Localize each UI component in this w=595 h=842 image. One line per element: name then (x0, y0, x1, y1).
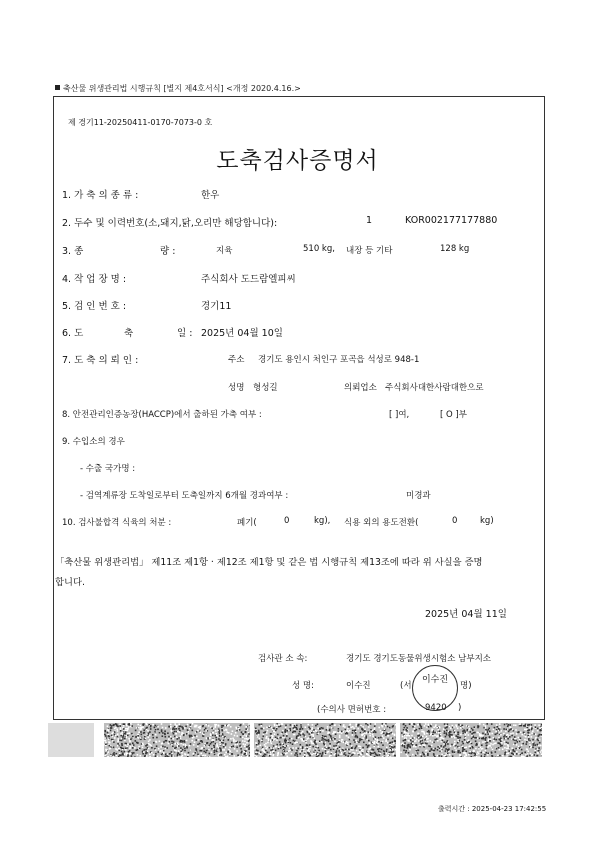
row10-convert-value: 0 (452, 516, 458, 526)
inspector-office: 경기도 경기도동물위생시험소 남부지소 (346, 654, 491, 664)
row3-label-end: 량 : (160, 246, 176, 257)
document-number: 제 경기11-20250411-0170-7073-0 호 (68, 118, 213, 127)
row10-label: 10. 검사불합격 식육의 처분 : (62, 518, 172, 528)
row3-label: 3. 종 (62, 246, 84, 257)
row5-value: 경기11 (201, 301, 232, 312)
square-bullet-icon (55, 85, 60, 90)
seal-bracket-close: 명) (460, 681, 472, 691)
license-label: (수의사 면허번호 : (317, 705, 387, 715)
license-close: ) (458, 703, 462, 713)
row3-carcass-weight: 510 kg, (303, 244, 335, 254)
row1-label: 1. 가 축 의 종 류 : (62, 190, 139, 201)
license-number: 9420 (425, 703, 447, 713)
row7-business: 주식회사대한사람대한으로 (385, 383, 484, 393)
row7-address-label: 주소 (228, 355, 245, 365)
security-pattern-3 (400, 723, 542, 757)
row10-discard-label: 폐기( (237, 518, 257, 528)
row2-count: 1 (366, 215, 373, 226)
row9-quarantine: - 검역계류장 도착일로부터 도축일까지 6개월 경과여부 : (80, 491, 289, 501)
row8-option-yes: [ ]여, (389, 410, 410, 420)
row9-label: 9. 수입소의 경우 (62, 437, 125, 447)
row3-other-weight: 128 kg (440, 244, 470, 254)
statement-line-2: 합니다. (55, 577, 85, 588)
statement-line-1: 「축산물 위생관리법」 제11조 제1항 · 제12조 제1항 및 같은 법 시행규칙 제13조에 따라 위 사실을 증명 (55, 557, 483, 568)
row7-name: 형성길 (253, 383, 278, 393)
row4-value: 주식회사 도드람엘피씨 (201, 274, 296, 285)
row6-label: 6. 도 (62, 328, 84, 339)
row6-label-end: 일 : (177, 328, 193, 339)
row9-export-country: - 수출 국가명 : (80, 464, 136, 474)
inspector-name-label: 성 명: (292, 681, 314, 691)
inspector-name: 이수진 (346, 681, 371, 691)
row1-value: 한우 (201, 190, 220, 201)
row9-quarantine-value: 미경과 (406, 491, 431, 501)
security-logo-block (48, 723, 94, 757)
row10-convert-label: 식용 외의 용도전환( (344, 518, 419, 528)
print-timestamp: 출력시간 : 2025-04-23 17:42:55 (438, 805, 547, 813)
inspector-office-label: 검사관 소 속: (258, 654, 308, 664)
row10-discard-unit: kg), (314, 516, 331, 526)
row7-business-label: 의뢰업소 (344, 383, 377, 393)
row2-label: 2. 두수 및 이력번호(소,돼지,닭,오리만 해당합니다): (62, 218, 278, 229)
security-pattern-1 (104, 723, 250, 757)
row3-other-label: 내장 등 기타 (346, 246, 393, 256)
row7-name-label: 성명 (228, 383, 245, 393)
row6-value: 2025년 04월 10일 (201, 328, 283, 339)
row8-option-no: [ O ]부 (440, 410, 467, 420)
row10-convert-unit: kg) (480, 516, 494, 526)
seal-bracket-open: (서 (400, 681, 412, 691)
row10-discard-value: 0 (284, 516, 290, 526)
row8-label: 8. 안전관리인증농장(HACCP)에서 출하된 가축 여부 : (62, 410, 262, 420)
row3-carcass-label: 지육 (216, 246, 233, 256)
row6-label-mid: 축 (124, 328, 134, 339)
row7-address: 경기도 용인시 처인구 포곡읍 석성로 948-1 (258, 355, 420, 365)
document-title: 도축검사증명서 (216, 148, 379, 174)
row7-label: 7. 도 축 의 뢰 인 : (62, 355, 139, 366)
row4-label: 4. 작 업 장 명 : (62, 274, 127, 285)
form-header: 축산물 위생관리법 시행규칙 [별지 제4호서식] <개정 2020.4.16.> (55, 83, 301, 94)
row2-trace-number: KOR002177177880 (405, 215, 498, 226)
seal-text: 이수진 (421, 675, 449, 685)
security-pattern-2 (254, 723, 396, 757)
row5-label: 5. 검 인 번 호 : (62, 301, 127, 312)
issue-date: 2025년 04월 11일 (425, 609, 507, 620)
